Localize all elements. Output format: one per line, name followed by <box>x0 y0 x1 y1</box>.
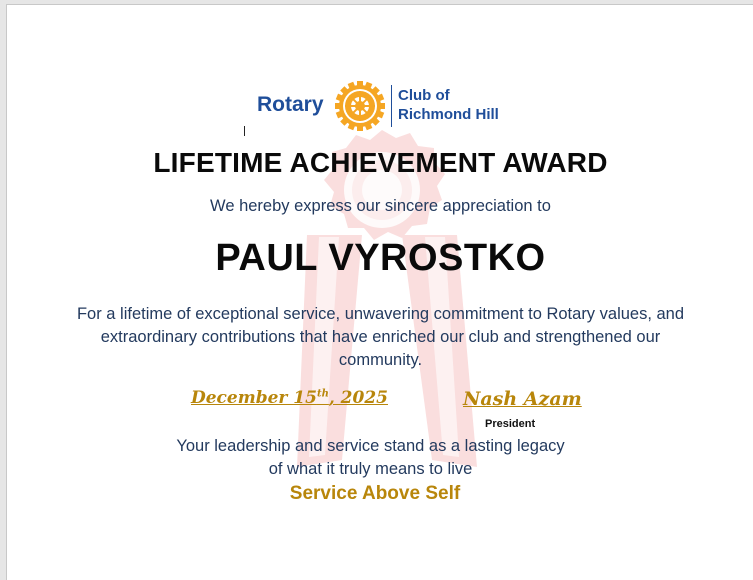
date-year: , 2025 <box>328 388 388 408</box>
legacy-line2: of what it truly means to live <box>268 460 473 478</box>
logo-brand: Rotary <box>257 93 324 116</box>
recipient-name: PAUL VYROSTKO <box>215 237 546 279</box>
intro-text: We hereby express our sincere appreciation to <box>210 197 551 215</box>
motto: Service Above Self <box>289 483 461 504</box>
logo-club-line1: Club of <box>398 87 450 104</box>
document-page <box>6 4 753 580</box>
logo-club-line2: Richmond Hill <box>398 106 499 123</box>
logo-club-name <box>398 86 499 124</box>
award-date <box>191 388 388 408</box>
citation-text: For a lifetime of exceptional service, unwavering commitment to Rotary values, and extraordinary contributions that have enriched our club and strengthened our community. <box>76 305 685 369</box>
logo-divider <box>391 85 392 127</box>
date-day: December 15 <box>191 388 317 408</box>
legacy-line1: Your leadership and service stand as a lasting legacy <box>176 437 565 455</box>
award-title: LIFETIME ACHIEVEMENT AWARD <box>153 147 608 178</box>
rotary-wheel-icon <box>335 81 385 131</box>
legacy-text <box>7 435 753 481</box>
date-suffix: th <box>316 388 329 400</box>
signatory-title: President <box>485 418 536 430</box>
signature: Nash Azam <box>463 388 582 410</box>
rotary-logo <box>257 81 517 131</box>
text-cursor <box>244 126 245 136</box>
